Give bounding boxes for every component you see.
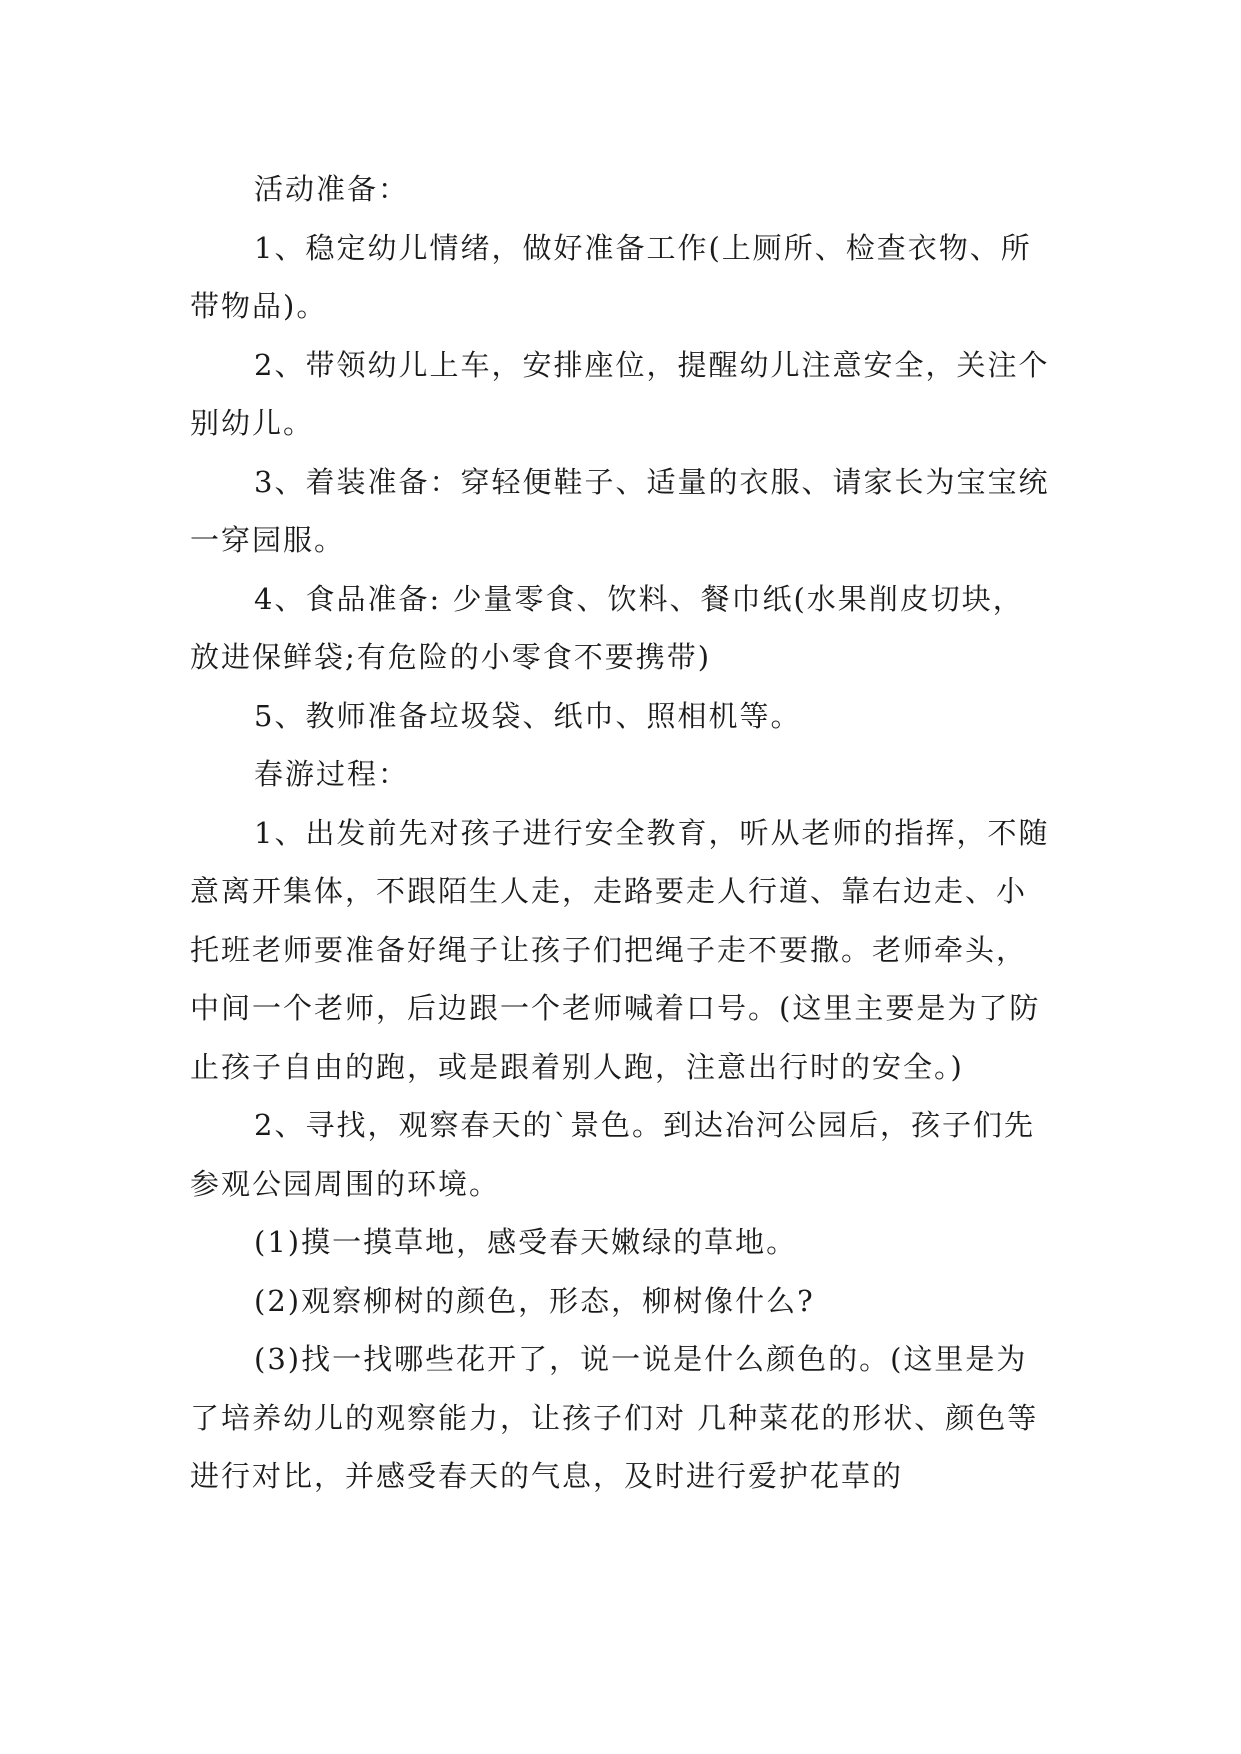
paragraph-process-2: 2、寻找，观察春天的`景色。到达冶河公园后，孩子们先参观公园周围的环境。 — [190, 1108, 1035, 1201]
paragraph-process-2-3: (3)找一找哪些花开了，说一说是什么颜色的。(这里是为了培养幼儿的观察能力，让孩子们对 几种菜花的形状、颜色等进行对比，并感受春天的气息，及时进行爱护花草的 — [190, 1342, 1039, 1493]
paragraph-prep-4: 4、食品准备: 少量零食、饮料、餐巾纸(水果削皮切块，放进保鲜袋;有危险的小零食不要携带) — [190, 581, 1024, 674]
paragraph-prep-5: 5、教师准备垃圾袋、纸巾、照相机等。 — [254, 698, 802, 733]
paragraph-prep-2: 2、带领幼儿上车，安排座位，提醒幼儿注意安全，关注个别幼儿。 — [190, 347, 1050, 440]
document-body — [190, 160, 1050, 1506]
heading-activity-preparation: 活动准备： — [254, 172, 410, 206]
heading-spring-outing-process: 春游过程： — [254, 757, 410, 791]
paragraph-process-2-1: (1)摸一摸草地，感受春天嫩绿的草地。 — [254, 1225, 798, 1259]
paragraph-process-2-2: (2)观察柳树的颜色，形态，柳树像什么? — [254, 1283, 815, 1318]
paragraph-prep-1: 1、稳定幼儿情绪，做好准备工作(上厕所、检查衣物、所带物品)。 — [190, 230, 1032, 323]
paragraph-process-1: 1、出发前先对孩子进行安全教育，听从老师的指挥，不随意离开集体，不跟陌生人走，走路要走人行道、靠右边走、小托班老师要准备好绳子让孩子们把绳子走不要撒。老师牵头，中间一个老师，后边跟一个老师喊着口号。(这里主要是为了防止孩子自由的跑，或是跟着别人跑，注意出行时的安全。) — [190, 815, 1050, 1084]
paragraph-prep-3: 3、着装准备：穿轻便鞋子、适量的衣服、请家长为宝宝统一穿园服。 — [190, 464, 1050, 557]
